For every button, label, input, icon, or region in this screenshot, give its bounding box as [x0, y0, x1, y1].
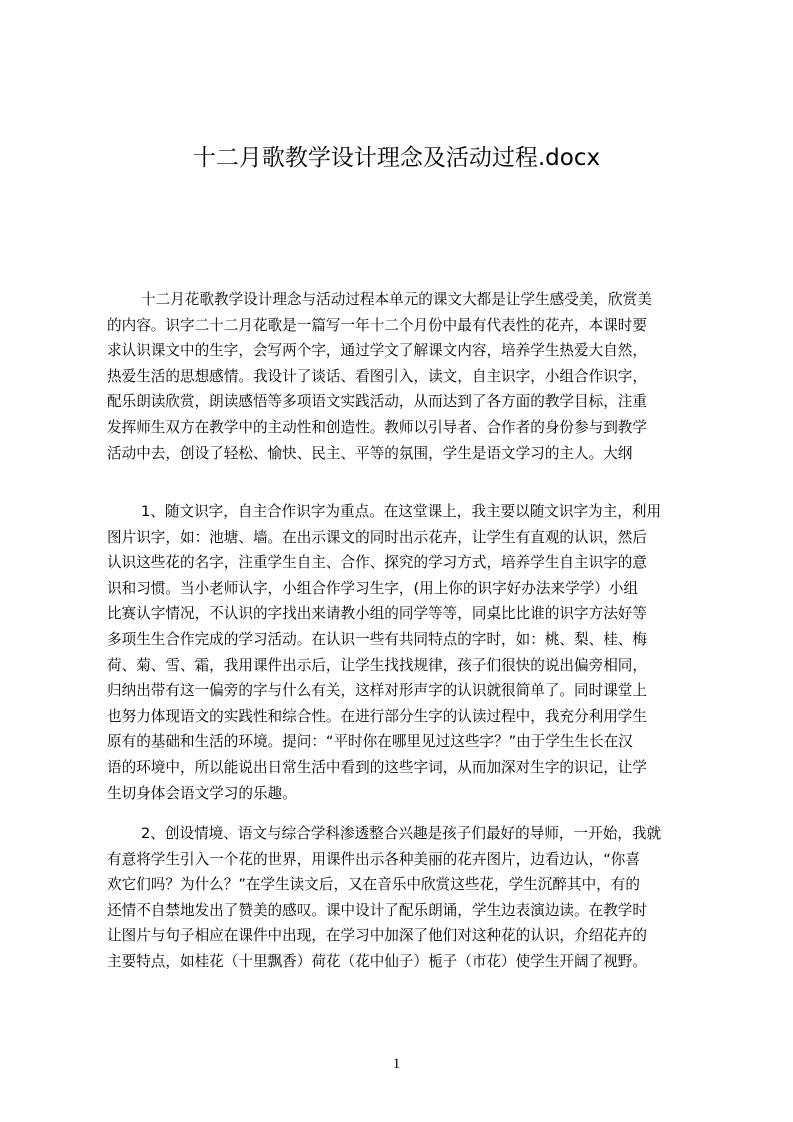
- paragraph-line: 的内容。识字二十二月花歌是一篇写一年十二个月份中最有代表性的花卉，本课时要: [107, 316, 647, 334]
- paragraph-line: 配乐朗读欣赏，朗读感悟等多项语文实践活动，从而达到了各方面的教学目标，注重: [107, 393, 647, 411]
- page-number: 1: [392, 1056, 401, 1072]
- paragraph-line: 原有的基础和生活的环境。提问：“平时你在哪里见过这些字？”由于学生生长在汉: [107, 733, 633, 751]
- paragraph-section-1: [107, 499, 707, 806]
- paragraph-intro: [107, 287, 707, 466]
- paragraph-section-2: [107, 821, 707, 975]
- paragraph-line: 图片识字，如：池塘、墙。在出示课文的同时出示花卉，让学生有直观的认识，然后: [107, 528, 647, 546]
- paragraph-line: 2、创设情境、语文与综合学科渗透整合兴趣是孩子们最好的导师，一开始，我就: [141, 825, 662, 842]
- document-title: 十二月歌教学设计理念及活动过程.docx: [192, 145, 601, 171]
- paragraph-line: 十二月花歌教学设计理念与活动过程本单元的课文大都是让学生感受美，欣赏美: [141, 291, 652, 308]
- paragraph-line: 热爱生活的思想感情。我设计了谈话、看图引入，读文，自主识字，小组合作识字，: [107, 367, 647, 385]
- paragraph-line: 生切身体会语文学习的乐趣。: [107, 784, 297, 802]
- paragraph-line: 1、随文识字，自主合作识字为重点。在这堂课上，我主要以随文识字为主，利用: [141, 503, 662, 520]
- paragraph-line: 语的环境中，所以能说出日常生活中看到的这些字词，从而加深对生字的识记，让学: [107, 758, 647, 776]
- paragraph-line: 活动中去，创设了轻松、愉快、民主、平等的氛围，学生是语文学习的主人。大纲: [107, 444, 633, 462]
- paragraph-line: 归纳出带有这一偏旁的字与什么有关，这样对形声字的认识就很简单了。同时课堂上: [107, 682, 647, 700]
- paragraph-line: 也努力体现语文的实践性和综合性。在进行部分生字的认读过程中，我充分利用学生: [107, 707, 647, 725]
- paragraph-line: 认识这些花的名字，注重学生自主、合作、探究的学习方式，培养学生自主识字的意: [107, 554, 647, 572]
- paragraph-line: 发挥师生双方在教学中的主动性和创造性。教师以引导者、合作者的身份参与到教学: [107, 418, 647, 436]
- paragraph-line: 欢它们吗？为什么？”在学生读文后，又在音乐中欣赏这些花，学生沉醉其中，有的: [107, 876, 640, 894]
- paragraph-line: 比赛认字情况，不认识的字找出来请教小组的同学等等，同桌比比谁的识字方法好等: [107, 605, 647, 623]
- paragraph-line: 荷、菊、雪、霜，我用课件出示后，让学生找找规律，孩子们很快的说出偏旁相同，: [107, 656, 647, 674]
- paragraph-line: 识和习惯。当小老师认字，小组合作学习生字，(用上你的识字好办法来学学）小组: [107, 579, 639, 597]
- paragraph-line: 有意将学生引入一个花的世界，用课件出示各种美丽的花卉图片，边看边认，“你喜: [107, 850, 640, 868]
- paragraph-line: 多项生生合作完成的学习活动。在认识一些有共同特点的字时，如：桃、梨、桂、梅: [107, 630, 647, 648]
- paragraph-line: 还情不自禁地发出了赞美的感叹。课中设计了配乐朗诵，学生边表演边读。在教学时: [107, 901, 647, 919]
- paragraph-line: 求认识课文中的生字，会写两个字，通过学文了解课文内容，培养学生热爱大自然，: [107, 342, 647, 360]
- paragraph-line: 主要特点，如桂花（十里飘香）荷花（花中仙子）栀子（市花）使学生开阔了视野。: [107, 952, 647, 970]
- paragraph-line: 让图片与句子相应在课件中出现，在学习中加深了他们对这种花的认识，介绍花卉的: [107, 927, 647, 945]
